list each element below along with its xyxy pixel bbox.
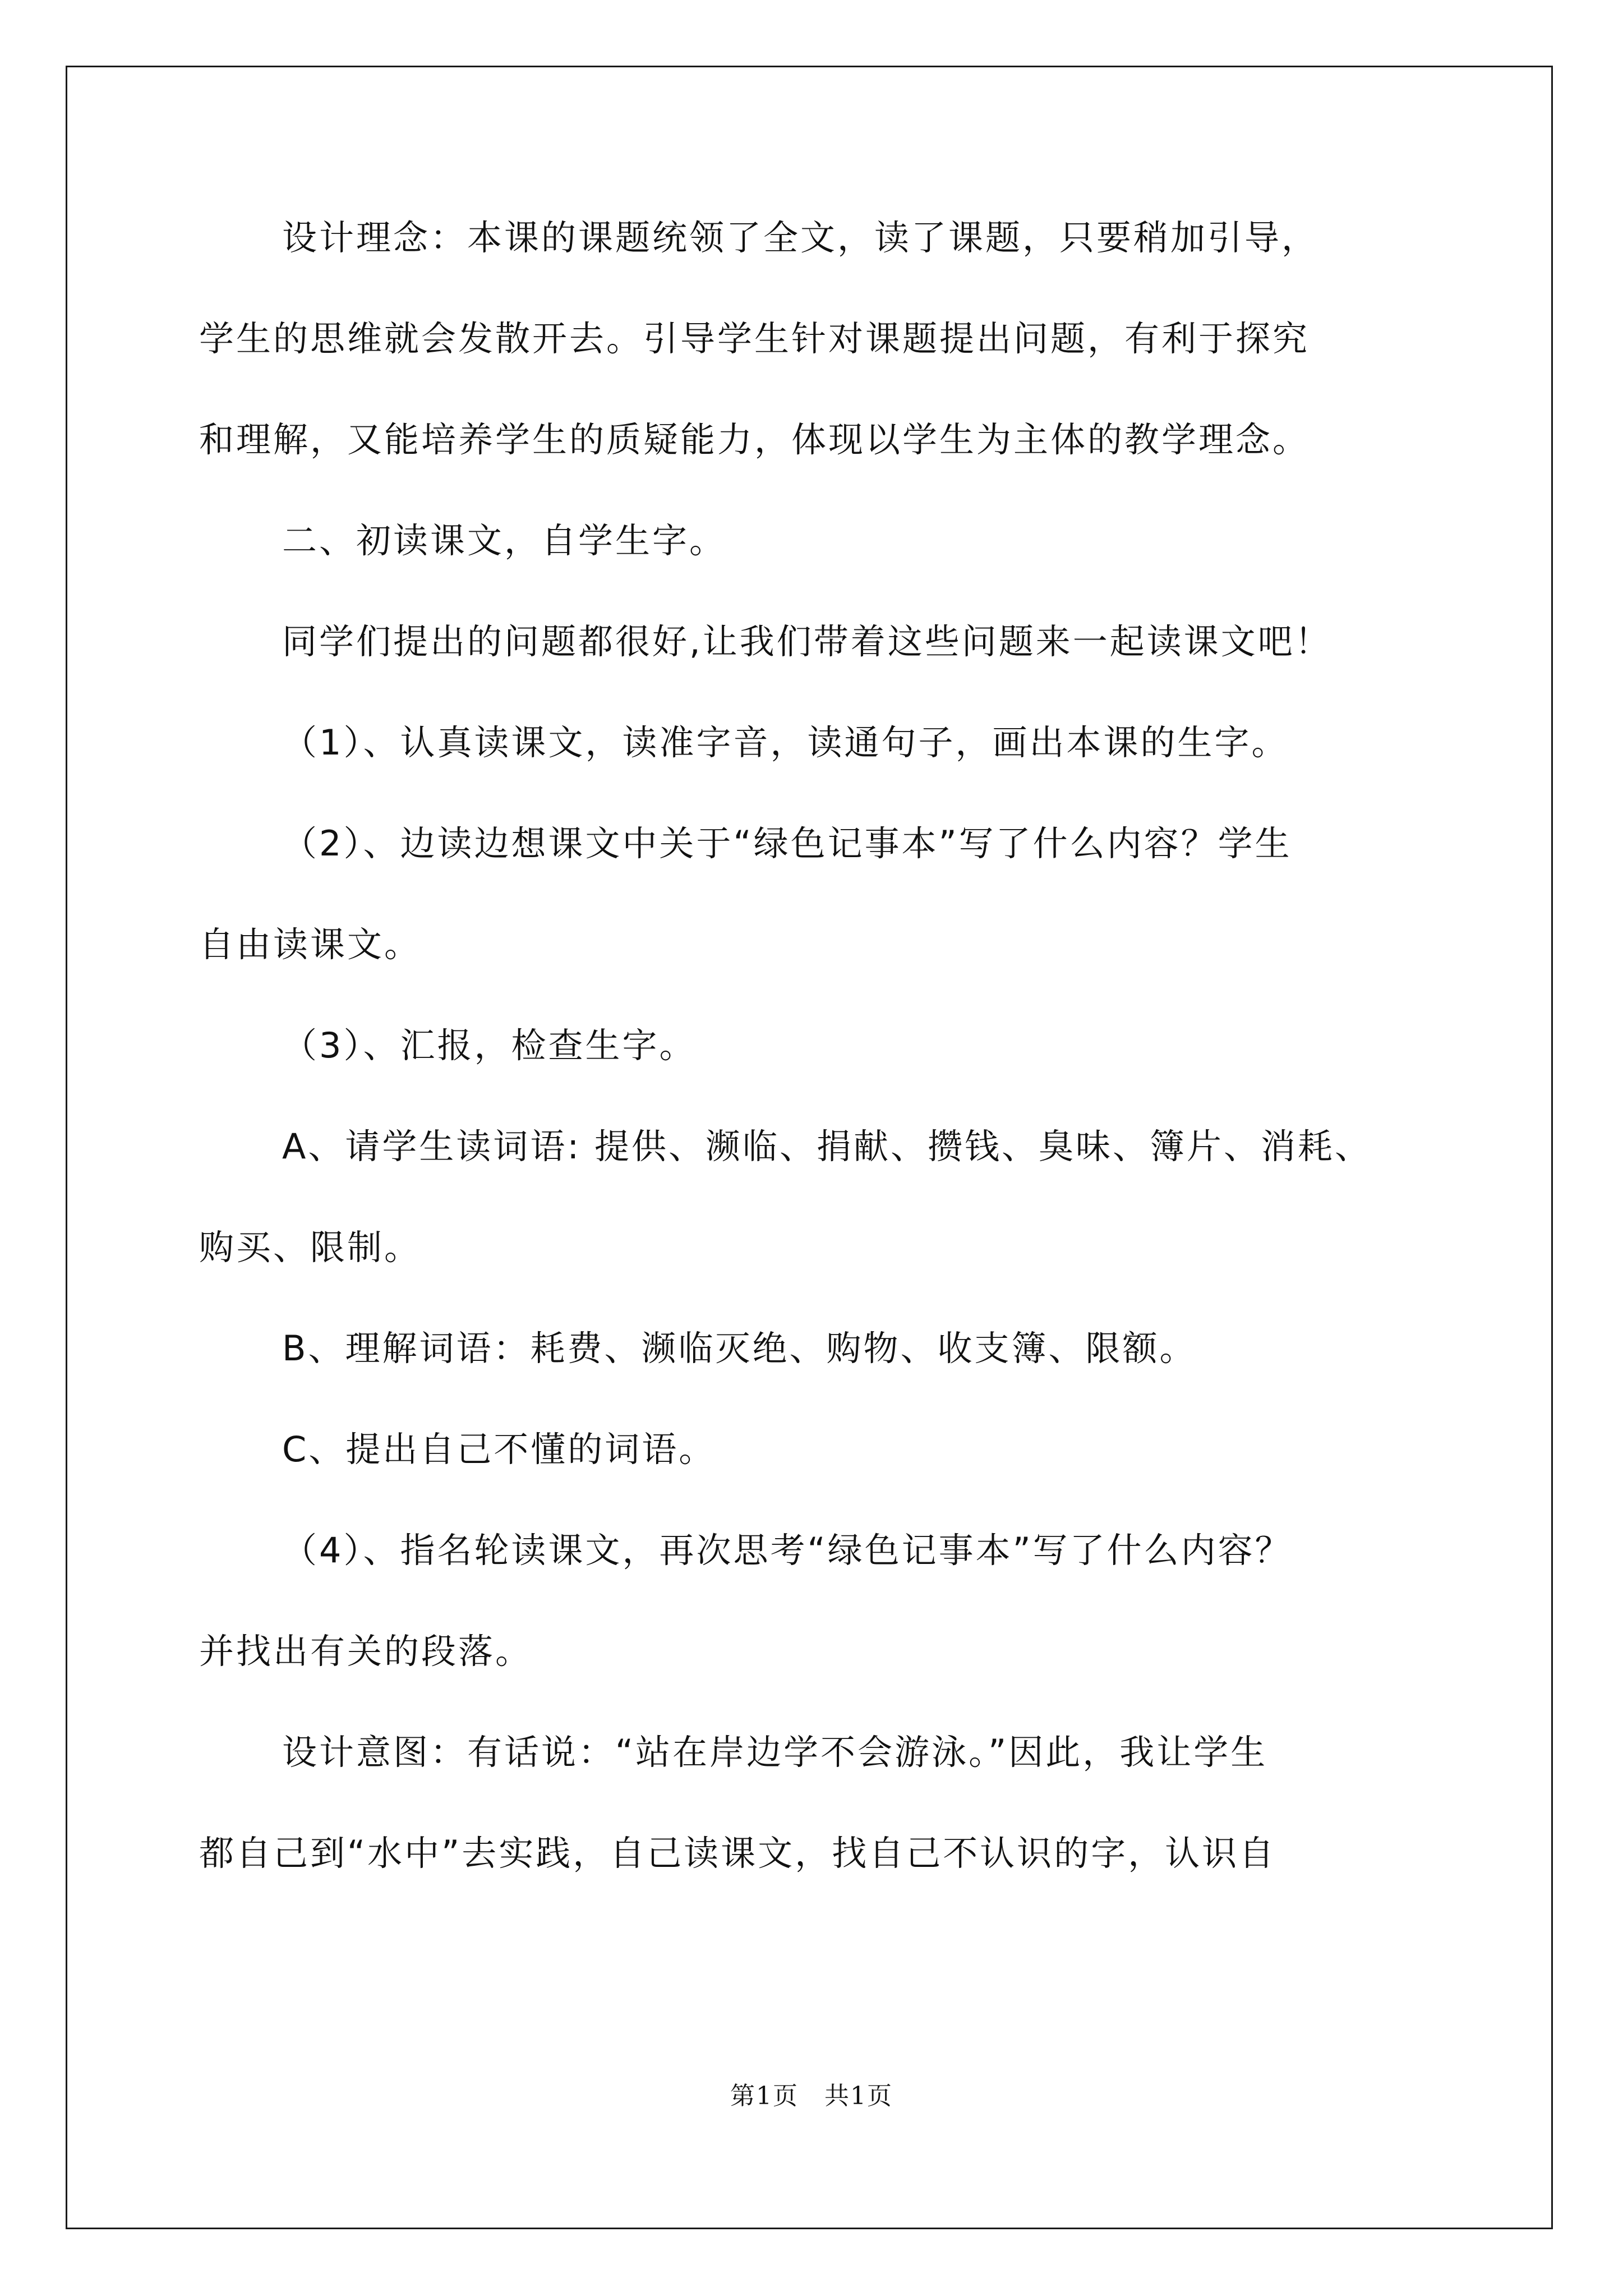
line-15: 并找出有关的段落。 <box>199 1631 533 1672</box>
line-2: 学生的思维就会发散开去。引导学生针对课题提出问题，有利于探究 <box>199 318 1310 359</box>
line-13: C、提出自己不懂的词语。 <box>282 1429 716 1470</box>
line-3: 和理解，又能培养学生的质疑能力，体现以学生为主体的教学理念。 <box>199 419 1310 460</box>
line-8: 自由读课文。 <box>199 924 422 965</box>
line-6: （1）、认真读课文，读准字音，读通句子，画出本课的生字。 <box>282 722 1289 763</box>
line-9: （3）、汇报，检查生字。 <box>282 1025 697 1066</box>
line-16: 设计意图：有话说：“站在岸边学不会游泳。”因此，我让学生 <box>282 1732 1268 1773</box>
line-7: （2）、边读边想课文中关于“绿色记事本”写了什么内容？学生 <box>282 823 1292 864</box>
line-10: A、请学生读词语: 提供、濒临、捐献、攒钱、臭味、簿片、消耗、 <box>282 1126 1372 1167</box>
line-11: 购买、限制。 <box>199 1227 422 1268</box>
line-12: B、理解词语：耗费、濒临灭绝、购物、收支簿、限额。 <box>282 1328 1197 1369</box>
line-5: 同学们提出的问题都很好,让我们带着这些问题来一起读课文吧！ <box>282 621 1332 662</box>
line-4: 二、初读课文，自学生字。 <box>282 520 727 561</box>
line-1: 设计理念：本课的课题统领了全文，读了课题，只要稍加引导， <box>282 217 1319 258</box>
line-14: （4）、指名轮读课文，再次思考“绿色记事本”写了什么内容？ <box>282 1530 1292 1571</box>
page-footer: 第1页 共1页 <box>730 2082 893 2110</box>
line-17: 都自己到“水中”去实践，自己读课文，找自己不认识的字，认识自 <box>199 1833 1276 1874</box>
document-body <box>199 213 1433 1930</box>
